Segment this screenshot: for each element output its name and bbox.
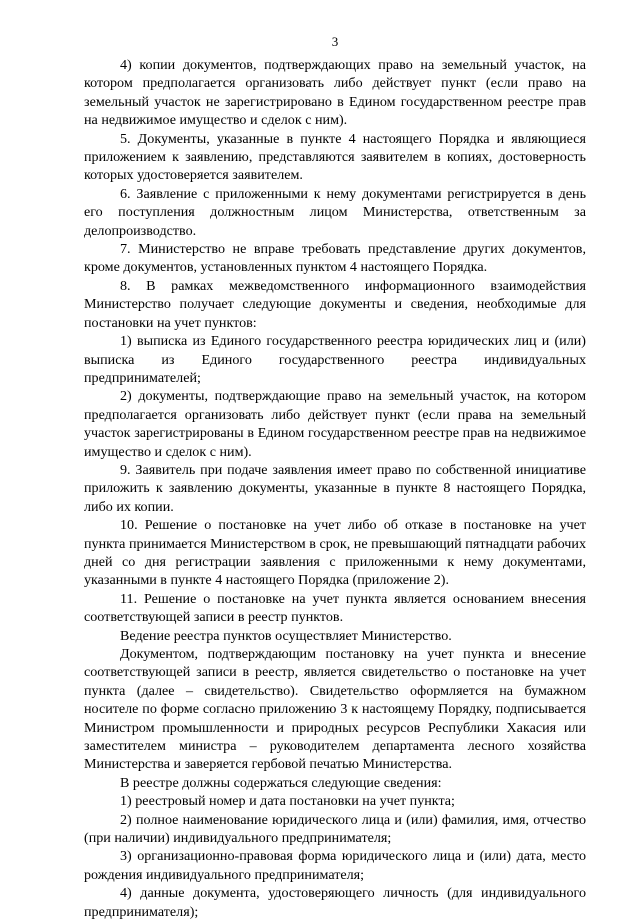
paragraph-8-interagency: 8. В рамках межведомственного информационного взаимодействия Министерство получает следующие документы и сведения, необходимые для постановки на учет пунктов: bbox=[84, 277, 586, 331]
paragraph-registry-item-1: 1) реестровый номер и дата постановки на учет пункта; bbox=[120, 793, 455, 810]
paragraph-6-registration: 6. Заявление с приложенными к нему документами регистрируется в день его поступления должностным лицом Министерства, ответственным за делопроизводство. bbox=[84, 185, 586, 239]
paragraph-9-applicant-right: 9. Заявитель при подаче заявления имеет право по собственной инициативе приложить к заявлению документы, указанные в пункте 8 настоящего Порядка, либо их копии. bbox=[84, 461, 586, 515]
paragraph-8-item-2-land-rights: 2) документы, подтверждающие право на земельный участок, на котором предполагается организовать либо действует пункт (если права на земельный участок зарегистрированы в Едином государственном реестре прав на недвижимое имущество и сделок с ним). bbox=[84, 388, 586, 460]
paragraph-5-document-copies: 5. Документы, указанные в пункте 4 настоящего Порядка и являющиеся приложением к заявлению, представляются заявителем в копиях, достоверность которых удостоверяется заявителем. bbox=[84, 130, 586, 184]
paragraph-10-decision-term: 10. Решение о постановке на учет либо об отказе в постановке на учет пункта принимается Министерством в срок, не превышающий пятнадцати рабочих дней со дня регистрации заявления с приложенными к нему документами, указанными в пункте 4 настоящего Порядка (приложение 2). bbox=[84, 517, 586, 589]
page-number: 3 bbox=[331, 34, 339, 49]
document-body bbox=[84, 56, 586, 921]
paragraph-7-no-other-documents: 7. Министерство не вправе требовать представление других документов, кроме документов, установленных пунктом 4 настоящего Порядка. bbox=[84, 241, 586, 276]
paragraph-11-registry-entry: 11. Решение о постановке на учет пункта является основанием внесения соответствующей записи в реестр пунктов. bbox=[84, 590, 586, 626]
paragraph-registry-item-2: 2) полное наименование юридического лица и (или) фамилия, имя, отчество (при наличии) индивидуального предпринимателя; bbox=[84, 811, 586, 847]
paragraph-registry-maintenance: Ведение реестра пунктов осуществляет Министерство. bbox=[120, 627, 452, 644]
paragraph-registry-item-3: 3) организационно-правовая форма юридического лица и (или) дата, место рождения индивидуального предпринимателя; bbox=[84, 848, 586, 883]
paragraph-registry-item-4: 4) данные документа, удостоверяющего личность (для индивидуального предпринимателя); bbox=[84, 885, 586, 920]
paragraph-registry-contents: В реестре должны содержаться следующие сведения: bbox=[120, 774, 442, 791]
paragraph-8-item-1-extract: 1) выписка из Единого государственного реестра юридических лиц и (или) выписка из Единого государственного реестра индивидуальных предпринимателей; bbox=[84, 333, 586, 386]
paragraph-item-4-land-documents: 4) копии документов, подтверждающих право на земельный участок, на котором предполагается организовать либо действует пункт (если право на земельный участок не зарегистрировано в Едином государственном реестре прав на недвижимое имущество и сделок с ним). bbox=[84, 57, 586, 129]
paragraph-certificate: Документом, подтверждающим постановку на учет пункта и внесение соответствующей записи в реестр, является свидетельство о постановке на учет пункта (далее – свидетельство). Свидетельство оформляется на бумажном носителе по форме согласно приложению 3 к настоящему Порядку, подписывается Министром промышленности и природных ресурсов Республики Хакасия или заместителем министра – руководителем департамента лесного хозяйства Министерства и заверяется гербовой печатью Министерства. bbox=[84, 646, 586, 773]
